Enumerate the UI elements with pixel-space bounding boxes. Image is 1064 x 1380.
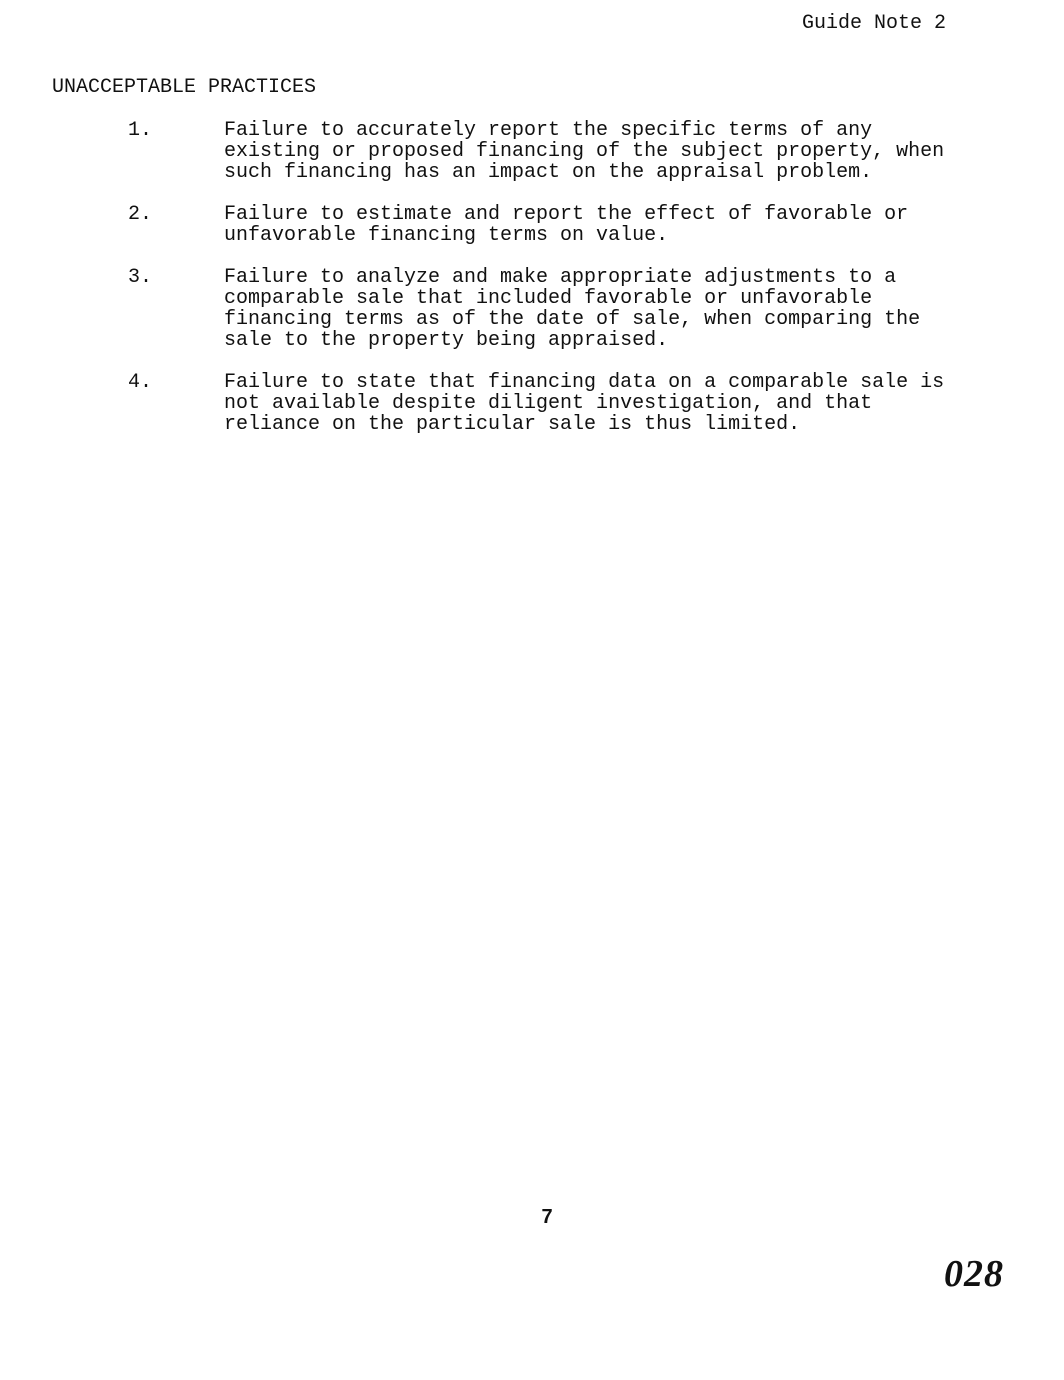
list-item-line: Failure to estimate and report the effect of favorable or: [224, 203, 909, 226]
list-item-text: [224, 120, 1024, 183]
list-item-line: such financing has an impact on the appraisal problem.: [224, 161, 873, 184]
list-item-number: 2.: [128, 203, 153, 226]
list-item-line: existing or proposed financing of the subject property, when: [224, 140, 945, 163]
bates-stamp-number: 028: [944, 1253, 1004, 1295]
list-item-number: 1.: [128, 119, 153, 142]
list-item-line: unfavorable financing terms on value.: [224, 224, 669, 247]
list-item-line: Failure to accurately report the specific terms of any: [224, 119, 873, 142]
list-item-line: sale to the property being appraised.: [224, 329, 669, 352]
section-title: UNACCEPTABLE PRACTICES: [52, 76, 317, 99]
list-item-number: 3.: [128, 266, 153, 289]
guide-note-label: Guide Note 2: [802, 12, 947, 35]
list-item-line: financing terms as of the date of sale, when comparing the: [224, 308, 921, 331]
list-item-line: reliance on the particular sale is thus limited.: [224, 413, 801, 436]
page-number: 7: [541, 1206, 553, 1228]
list-item-line: not available despite diligent investigation, and that: [224, 392, 873, 415]
list-item-line: comparable sale that included favorable or unfavorable: [224, 287, 873, 310]
list-item-line: Failure to analyze and make appropriate adjustments to a: [224, 266, 897, 289]
list-item-line: Failure to state that financing data on a comparable sale is: [224, 371, 945, 394]
list-item-text: [224, 267, 1024, 351]
list-item-number: 4.: [128, 371, 153, 394]
list-item-text: [224, 372, 1024, 435]
list-item-text: [224, 204, 1024, 246]
